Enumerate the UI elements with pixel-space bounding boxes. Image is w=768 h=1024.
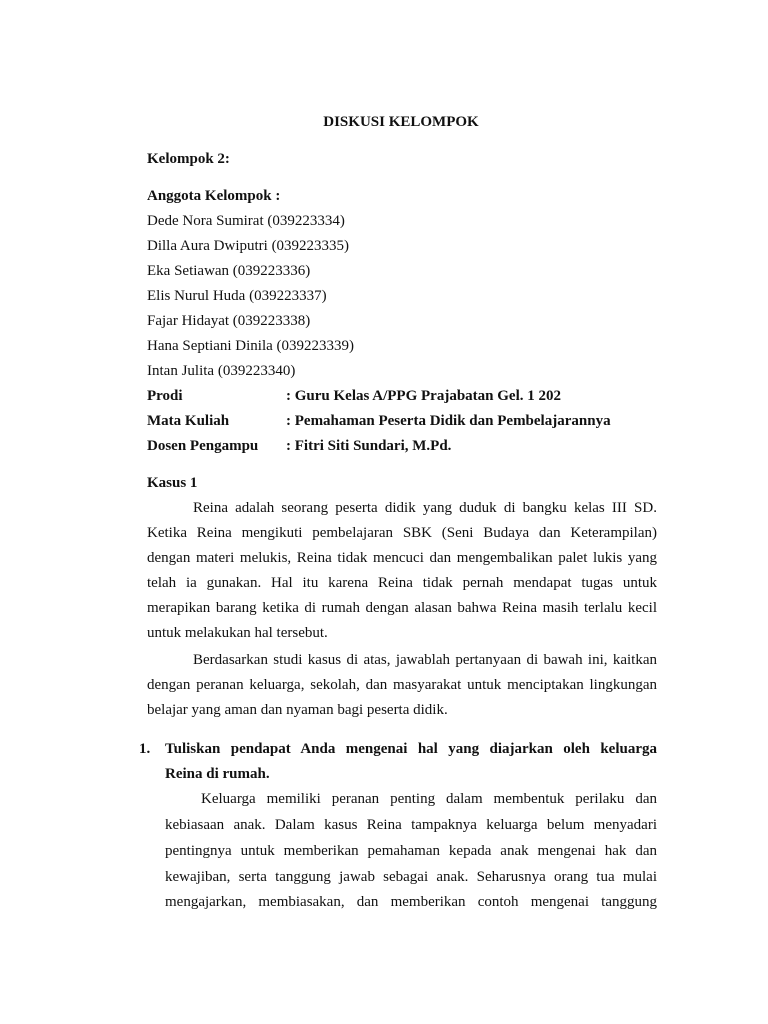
- lecturer-label: Dosen Pengampu: [147, 438, 259, 454]
- document-title: DISKUSI KELOMPOK: [323, 114, 479, 130]
- question-number: 1.: [139, 741, 151, 757]
- answer-line: kebiasaan anak. Dalam kasus Reina tampaknya keluarga belum menyadari: [165, 817, 657, 833]
- member-item: Eka Setiawan (039223336): [147, 263, 311, 279]
- question-line: Reina di rumah.: [165, 766, 270, 782]
- answer-line: pentingnya untuk memberikan pemahaman kepada anak mengenai hak dan: [165, 843, 657, 859]
- answer-line: Keluarga memiliki peranan penting dalam membentuk perilaku dan: [201, 791, 657, 807]
- instruction-line: Berdasarkan studi kasus di atas, jawablah pertanyaan di bawah ini, kaitkan: [193, 652, 657, 668]
- case-paragraph-line: telah ia gunakan. Hal itu karena Reina tidak pernah mendapat tugas untuk: [147, 575, 657, 591]
- case-heading: Kasus 1: [147, 475, 198, 491]
- case-paragraph-line: untuk melakukan hal tersebut.: [147, 625, 328, 641]
- instruction-line: dengan peranan keluarga, sekolah, dan masyarakat untuk menciptakan lingkungan: [147, 677, 657, 693]
- prodi-label: Prodi: [147, 388, 183, 404]
- member-item: Elis Nurul Huda (039223337): [147, 288, 327, 304]
- prodi-value: : Guru Kelas A/PPG Prajabatan Gel. 1 202: [286, 388, 561, 404]
- member-item: Intan Julita (039223340): [147, 363, 296, 379]
- group-label: Kelompok 2:: [147, 151, 230, 167]
- answer-line: kewajiban, serta tanggung jawab sebagai anak. Seharusnya orang tua mulai: [165, 869, 657, 885]
- member-item: Fajar Hidayat (039223338): [147, 313, 311, 329]
- case-paragraph-line: Reina adalah seorang peserta didik yang duduk di bangku kelas III SD.: [193, 500, 657, 516]
- lecturer-value: : Fitri Siti Sundari, M.Pd.: [286, 438, 452, 454]
- course-label: Mata Kuliah: [147, 413, 230, 429]
- case-paragraph-line: dengan materi melukis, Reina tidak mencuci dan mengembalikan palet lukis yang: [147, 550, 657, 566]
- member-item: Dede Nora Sumirat (039223334): [147, 213, 345, 229]
- answer-line: mengajarkan, membiasakan, dan memberikan contoh mengenai tanggung: [165, 894, 657, 910]
- case-paragraph-line: merapikan barang ketika di rumah dengan alasan bahwa Reina masih terlalu kecil: [147, 600, 657, 616]
- case-paragraph-line: Ketika Reina mengikuti pembelajaran SBK (Seni Budaya dan Keterampilan): [147, 525, 657, 541]
- members-heading: Anggota Kelompok :: [147, 188, 281, 204]
- course-value: : Pemahaman Peserta Didik dan Pembelajarannya: [286, 413, 611, 429]
- instruction-line: belajar yang aman dan nyaman bagi peserta didik.: [147, 702, 448, 718]
- member-item: Dilla Aura Dwiputri (039223335): [147, 238, 350, 254]
- member-item: Hana Septiani Dinila (039223339): [147, 338, 355, 354]
- question-line: Tuliskan pendapat Anda mengenai hal yang diajarkan oleh keluarga: [165, 741, 657, 757]
